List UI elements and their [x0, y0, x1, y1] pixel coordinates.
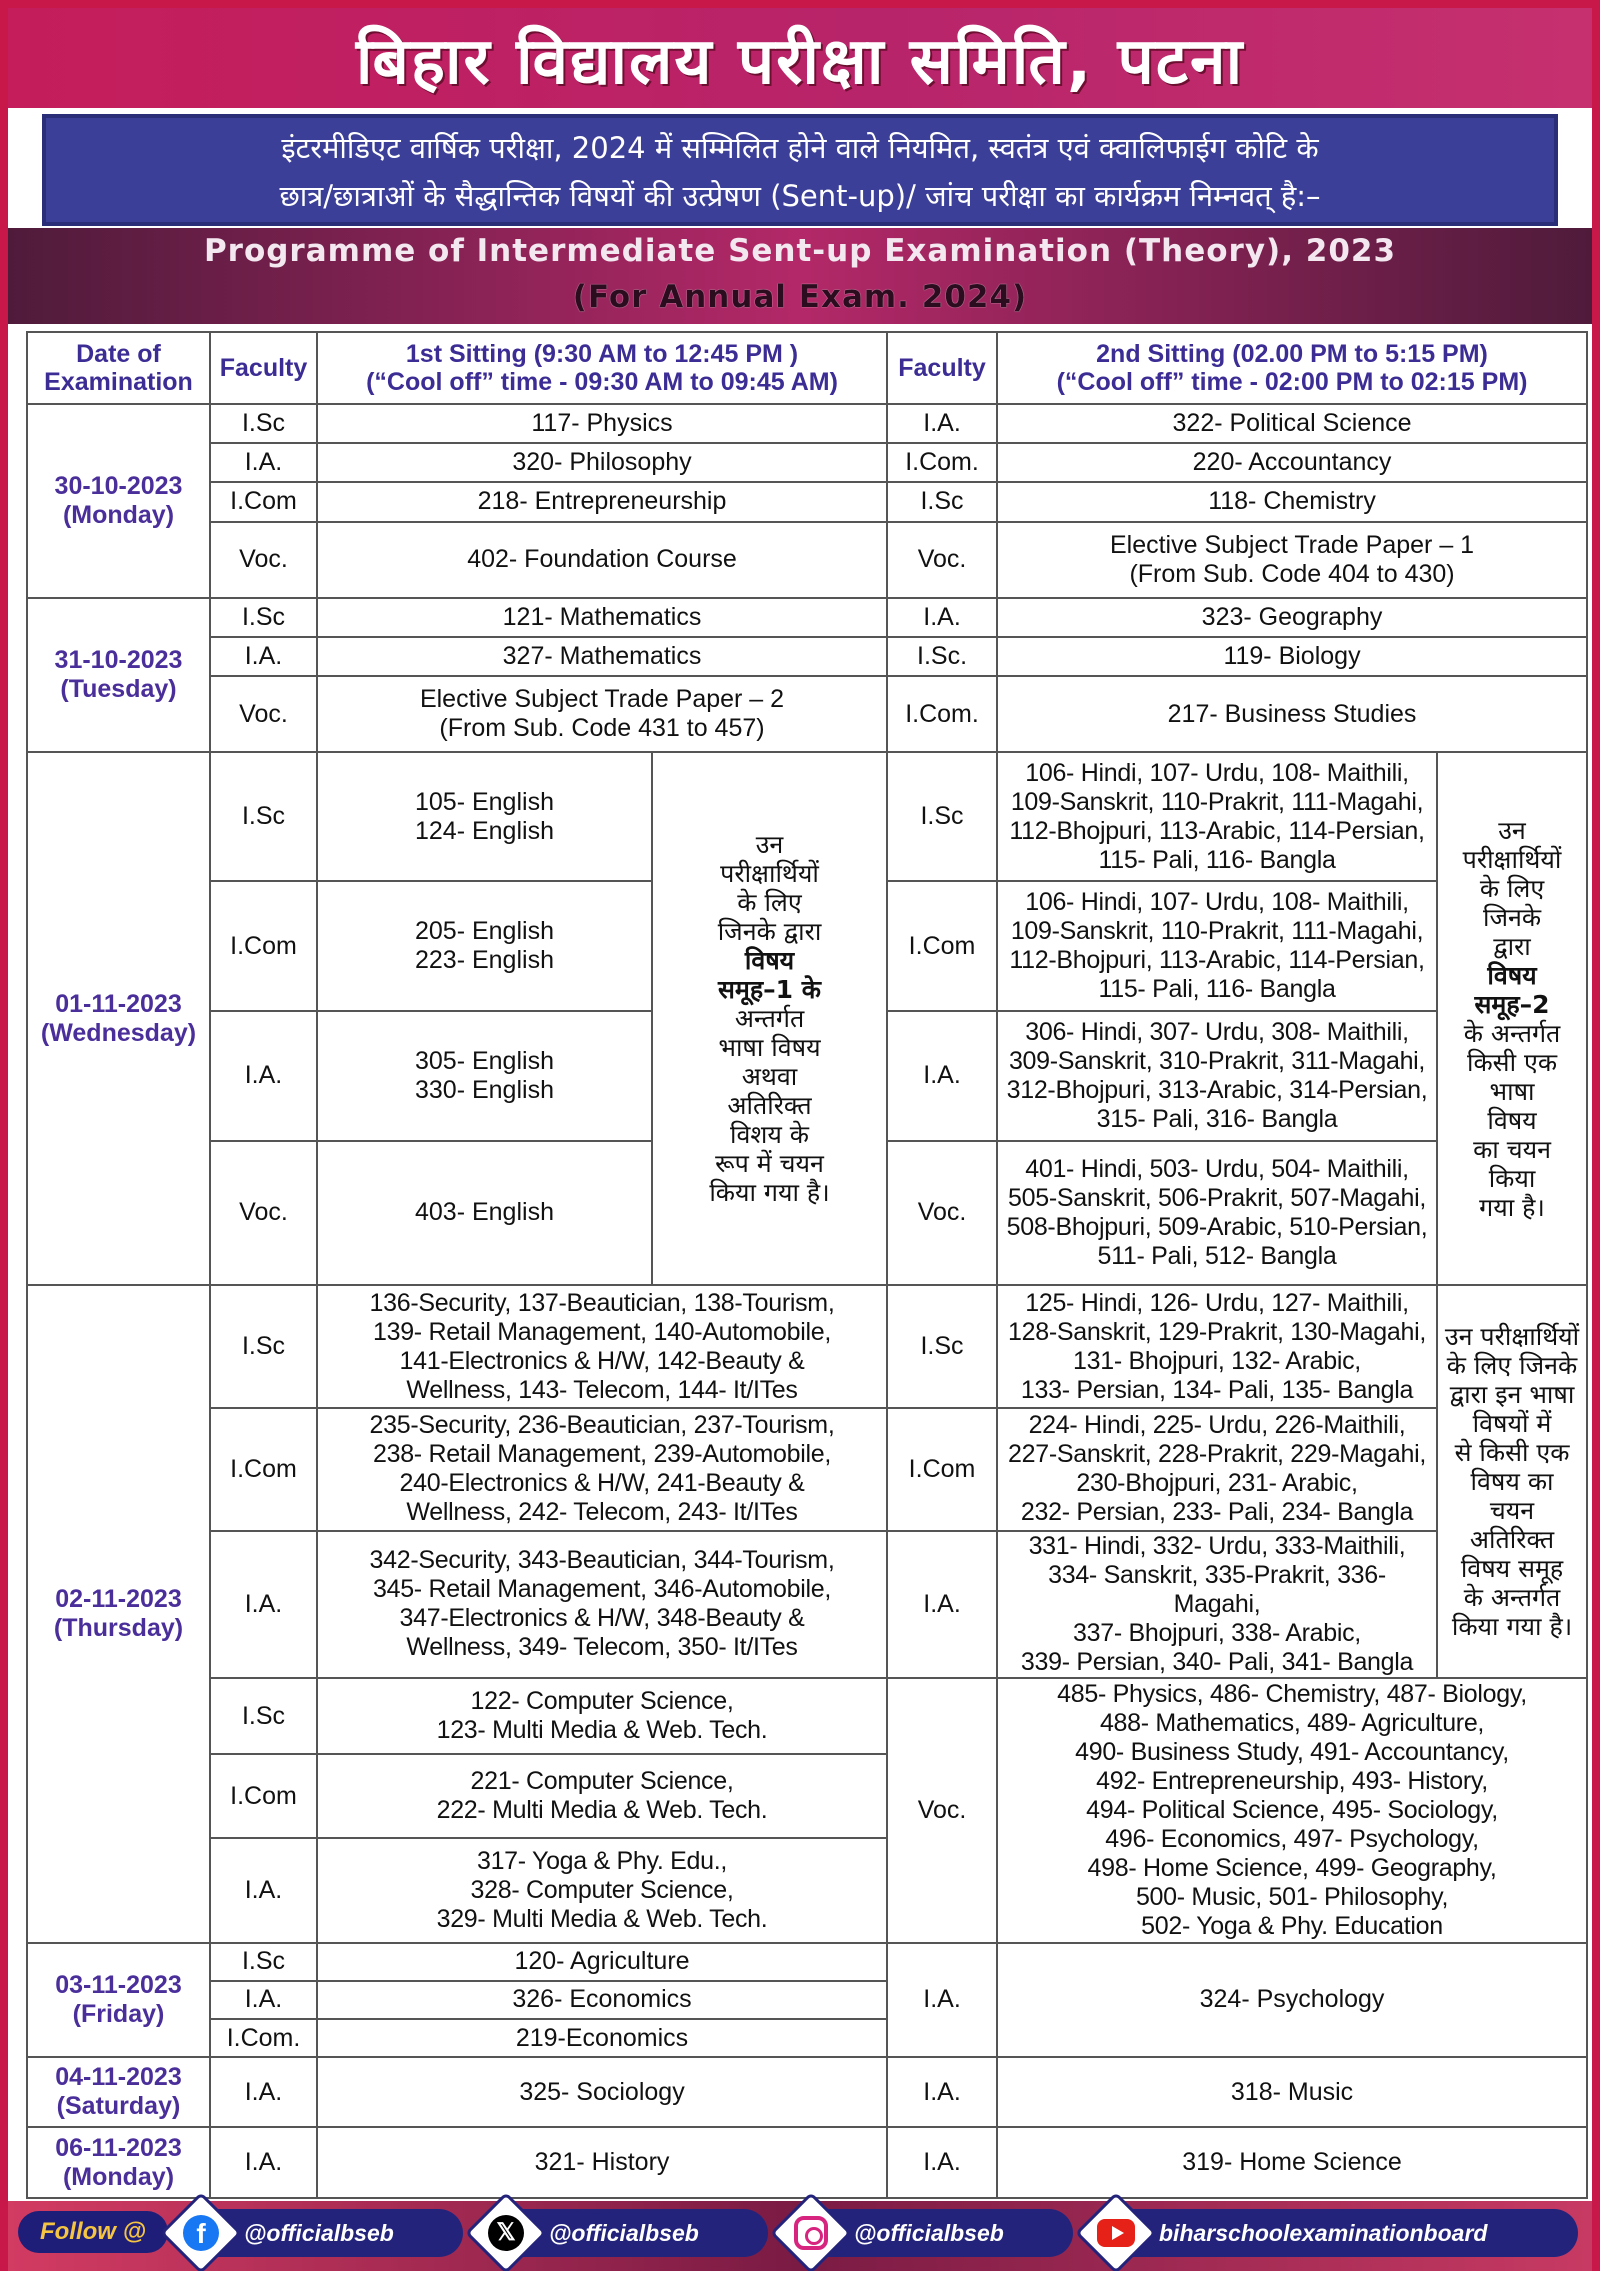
- subject-cell: 327- Mathematics: [317, 637, 887, 676]
- faculty-cell: I.Com: [210, 482, 317, 521]
- faculty-cell: I.Sc: [887, 752, 997, 882]
- faculty-cell: I.A.: [887, 1531, 997, 1679]
- faculty-cell: I.A.: [210, 637, 317, 676]
- faculty-cell: I.A.: [887, 1011, 997, 1141]
- header-sitting-2: 2nd Sitting (02.00 PM to 5:15 PM) (“Cool off” time - 02:00 PM to 02:15 PM): [997, 332, 1587, 404]
- subject-cell: 305- English 330- English: [317, 1011, 652, 1141]
- table-header-row: [27, 332, 1587, 404]
- subject-cell: 401- Hindi, 503- Urdu, 504- Maithili, 505-Sanskrit, 506-Prakrit, 507-Magahi, 508-Bhojpuri, 509-Arabic, 510-Persian, 511- Pali, 512- Bangla: [997, 1141, 1437, 1286]
- table-row: [27, 1531, 1587, 1679]
- faculty-cell: I.Sc: [210, 1285, 317, 1408]
- subject-cell: 205- English 223- English: [317, 881, 652, 1011]
- subject-cell: 306- Hindi, 307- Urdu, 308- Maithili, 309-Sanskrit, 310-Prakrit, 311-Magahi, 312-Bhojpuri, 313-Arabic, 314-Persian, 315- Pali, 316- Bangla: [997, 1011, 1437, 1141]
- subject-cell: 117- Physics: [317, 404, 887, 443]
- faculty-cell: I.Com.: [887, 443, 997, 482]
- subject-cell: 325- Sociology: [317, 2057, 887, 2127]
- schedule-table: [26, 331, 1588, 2199]
- facebook-icon: f: [160, 2192, 242, 2271]
- subject-cell: 322- Political Science: [997, 404, 1587, 443]
- subject-cell: 485- Physics, 486- Chemistry, 487- Biology, 488- Mathematics, 489- Agriculture, 490- Business Study, 491- Accountancy, 492- Entrepreneurship, 493- History, 494- Political Science, 495- Sociology, 496- Economics, 497- Psychology, 498- Home Science, 499- Geography, 500- Music, 501- Philosophy, 502- Yoga & Phy. Education: [997, 1678, 1587, 1942]
- subject-cell: 321- History: [317, 2127, 887, 2198]
- subject-cell: 342-Security, 343-Beautician, 344-Tourism, 345- Retail Management, 346-Automobile, 347-Electronics & H/W, 348-Beauty & Wellness, 349- Telecom, 350- It/ITes: [317, 1531, 887, 1679]
- table-row: [27, 2127, 1587, 2198]
- subtitle-box: [42, 114, 1558, 226]
- subject-cell: 136-Security, 137-Beautician, 138-Tourism, 139- Retail Management, 140-Automobile, 141-Electronics & H/W, 142-Beauty & Wellness, 143- Telecom, 144- It/ITes: [317, 1285, 887, 1408]
- subject-cell: 235-Security, 236-Beautician, 237-Tourism, 238- Retail Management, 239-Automobile, 240-Electronics & H/W, 241-Beauty & Wellness, 242- Telecom, 243- It/ITes: [317, 1408, 887, 1531]
- instagram-icon: [770, 2192, 852, 2271]
- faculty-cell: I.A.: [887, 1943, 997, 2058]
- faculty-cell: I.Sc: [887, 1285, 997, 1408]
- faculty-cell: I.A.: [210, 443, 317, 482]
- faculty-cell: I.A.: [887, 2057, 997, 2127]
- table-row: [27, 1408, 1587, 1531]
- faculty-cell: I.Com: [210, 881, 317, 1011]
- exam-date-cell: 04-11-2023 (Saturday): [27, 2057, 210, 2127]
- subject-cell: 323- Geography: [997, 598, 1587, 637]
- subject-cell: 319- Home Science: [997, 2127, 1587, 2198]
- subtitle-line-1: इंटरमीडिएट वार्षिक परीक्षा, 2024 में सम्मिलित होने वाले नियमित, स्वतंत्र एवं क्वालिफाईग कोटि के: [281, 131, 1319, 165]
- follow-label: Follow @: [18, 2211, 168, 2253]
- instagram-handle: @officialbseb: [854, 2219, 1004, 2246]
- exam-date-cell: 03-11-2023 (Friday): [27, 1943, 210, 2058]
- subject-cell: 331- Hindi, 332- Urdu, 333-Maithili, 334- Sanskrit, 335-Prakrit, 336- Magahi, 337- Bhojpuri, 338- Arabic, 339- Persian, 340- Pali, 341- Bangla: [997, 1531, 1437, 1679]
- faculty-cell: I.A.: [210, 2127, 317, 2198]
- faculty-cell: I.Sc.: [887, 637, 997, 676]
- subject-cell: 106- Hindi, 107- Urdu, 108- Maithili, 109-Sanskrit, 110-Prakrit, 111-Magahi, 112-Bhojpuri, 113-Arabic, 114-Persian, 115- Pali, 116- Bangla: [997, 752, 1437, 882]
- table-row: [27, 522, 1587, 598]
- youtube-icon: [1075, 2192, 1157, 2271]
- subject-cell: 122- Computer Science, 123- Multi Media & Web. Tech.: [317, 1678, 887, 1754]
- subject-cell: 217- Business Studies: [997, 676, 1587, 751]
- faculty-cell: I.Sc: [210, 1943, 317, 1981]
- faculty-cell: I.Sc: [210, 1678, 317, 1754]
- subject-cell: 403- English: [317, 1141, 652, 1286]
- exam-date-cell: 02-11-2023 (Thursday): [27, 1285, 210, 1942]
- page-title: बिहार विद्यालय परीक्षा समिति, पटना: [355, 24, 1245, 99]
- table-row: [27, 752, 1587, 882]
- subject-cell: 317- Yoga & Phy. Edu., 328- Computer Science, 329- Multi Media & Web. Tech.: [317, 1838, 887, 1943]
- subject-cell: 324- Psychology: [997, 1943, 1587, 2058]
- x-link[interactable]: [483, 2209, 768, 2257]
- subject-cell: 118- Chemistry: [997, 482, 1587, 521]
- faculty-cell: I.Sc: [210, 752, 317, 882]
- subject-cell: 320- Philosophy: [317, 443, 887, 482]
- exam-date-cell: 31-10-2023 (Tuesday): [27, 598, 210, 752]
- faculty-cell: Voc.: [210, 676, 317, 751]
- faculty-cell: I.Com: [210, 1754, 317, 1838]
- faculty-cell: I.Sc: [210, 404, 317, 443]
- table-row: [27, 637, 1587, 676]
- subject-cell: 402- Foundation Course: [317, 522, 887, 598]
- faculty-cell: I.Com.: [210, 2019, 317, 2057]
- subject-cell: 326- Economics: [317, 1981, 887, 2019]
- facebook-link[interactable]: [178, 2209, 463, 2257]
- subject-cell: 318- Music: [997, 2057, 1587, 2127]
- faculty-cell: I.Com.: [887, 676, 997, 751]
- subject-cell: 218- Entrepreneurship: [317, 482, 887, 521]
- subject-group-1-note: उन परीक्षार्थियों के लिए जिनके द्वारा विषय समूह–1 के अन्तर्गत भाषा विषय अथवा अतिरिक्त विशय के रूप में चयन किया गया है।: [652, 752, 887, 1286]
- faculty-cell: I.A.: [887, 404, 997, 443]
- youtube-link[interactable]: [1093, 2209, 1578, 2257]
- table-row: [27, 2057, 1587, 2127]
- subject-cell: 221- Computer Science, 222- Multi Media & Web. Tech.: [317, 1754, 887, 1838]
- table-row: [27, 482, 1587, 521]
- faculty-cell: I.A.: [210, 1011, 317, 1141]
- table-row: [27, 676, 1587, 751]
- table-row: [27, 404, 1587, 443]
- subject-cell: 219-Economics: [317, 2019, 887, 2057]
- x-icon: 𝕏: [465, 2192, 547, 2271]
- header-date: Date of Examination: [27, 332, 210, 404]
- youtube-handle: biharschoolexaminationboard: [1159, 2219, 1488, 2246]
- faculty-cell: I.A.: [887, 598, 997, 637]
- programme-title: Programme of Intermediate Sent-up Examination (Theory), 2023: [203, 233, 1397, 269]
- subject-cell: 125- Hindi, 126- Urdu, 127- Maithili, 128-Sanskrit, 129-Prakrit, 130-Magahi, 131- Bhojpuri, 132- Arabic, 133- Persian, 134- Pali, 135- Bangla: [997, 1285, 1437, 1408]
- facebook-handle: @officialbseb: [244, 2219, 394, 2246]
- table-row: [27, 443, 1587, 482]
- faculty-cell: Voc.: [210, 522, 317, 598]
- instagram-link[interactable]: [788, 2209, 1073, 2257]
- subject-cell: 105- English 124- English: [317, 752, 652, 882]
- faculty-cell: I.Com: [887, 881, 997, 1011]
- exam-date-cell: 30-10-2023 (Monday): [27, 404, 210, 598]
- faculty-cell: I.Sc: [210, 598, 317, 637]
- subtitle-line-2: छात्र/छात्राओं के सैद्धान्तिक विषयों की उत्प्रेषण (Sent-up)/ जांच परीक्षा का कार्यक्रम निम्नवत् है:–: [279, 179, 1321, 213]
- programme-banner: [8, 228, 1592, 324]
- faculty-cell: I.A.: [210, 1981, 317, 2019]
- table-row: [27, 1943, 1587, 1981]
- header-faculty-1: Faculty: [210, 332, 317, 404]
- exam-date-cell: 01-11-2023 (Wednesday): [27, 752, 210, 1286]
- faculty-cell: I.A.: [210, 2057, 317, 2127]
- language-group-note: उन परीक्षार्थियों के लिए जिनके द्वारा इन भाषा विषयों में से किसी एक विषय का चयन अतिरिक्त विषय समूह के अन्तर्गत किया गया है।: [1437, 1285, 1587, 1678]
- table-row: [27, 1285, 1587, 1408]
- table-row: [27, 1678, 1587, 1754]
- subject-cell: 106- Hindi, 107- Urdu, 108- Maithili, 109-Sanskrit, 110-Prakrit, 111-Magahi, 112-Bhojpuri, 113-Arabic, 114-Persian, 115- Pali, 116- Bangla: [997, 881, 1437, 1011]
- faculty-cell: Voc.: [887, 522, 997, 598]
- faculty-cell: Voc.: [887, 1141, 997, 1286]
- subject-group-2-note: उन परीक्षार्थियों के लिए जिनके द्वारा विषय समूह–2 के अन्तर्गत किसी एक भाषा विषय का चयन किया गया है।: [1437, 752, 1587, 1286]
- header-faculty-2: Faculty: [887, 332, 997, 404]
- faculty-cell: I.Sc: [887, 482, 997, 521]
- x-handle: @officialbseb: [549, 2219, 699, 2246]
- annual-exam-label: (For Annual Exam. 2024): [572, 279, 1028, 315]
- subject-cell: 220- Accountancy: [997, 443, 1587, 482]
- header-sitting-1: 1st Sitting (9:30 AM to 12:45 PM ) (“Cool off” time - 09:30 AM to 09:45 AM): [317, 332, 887, 404]
- faculty-cell: Voc.: [210, 1141, 317, 1286]
- subject-cell: Elective Subject Trade Paper – 1 (From Sub. Code 404 to 430): [997, 522, 1587, 598]
- faculty-cell: I.Com: [887, 1408, 997, 1531]
- subject-cell: 120- Agriculture: [317, 1943, 887, 1981]
- subject-cell: Elective Subject Trade Paper – 2 (From Sub. Code 431 to 457): [317, 676, 887, 751]
- faculty-cell: Voc.: [887, 1678, 997, 1942]
- social-footer: [8, 2201, 1592, 2271]
- faculty-cell: I.A.: [210, 1531, 317, 1679]
- subject-cell: 224- Hindi, 225- Urdu, 226-Maithili, 227-Sanskrit, 228-Prakrit, 229-Magahi, 230-Bhojpuri, 231- Arabic, 232- Persian, 233- Pali, 234- Bangla: [997, 1408, 1437, 1531]
- faculty-cell: I.A.: [887, 2127, 997, 2198]
- subject-cell: 119- Biology: [997, 637, 1587, 676]
- table-row: [27, 598, 1587, 637]
- faculty-cell: I.A.: [210, 1838, 317, 1943]
- subject-cell: 121- Mathematics: [317, 598, 887, 637]
- exam-date-cell: 06-11-2023 (Monday): [27, 2127, 210, 2198]
- faculty-cell: I.Com: [210, 1408, 317, 1531]
- title-banner: [8, 8, 1592, 108]
